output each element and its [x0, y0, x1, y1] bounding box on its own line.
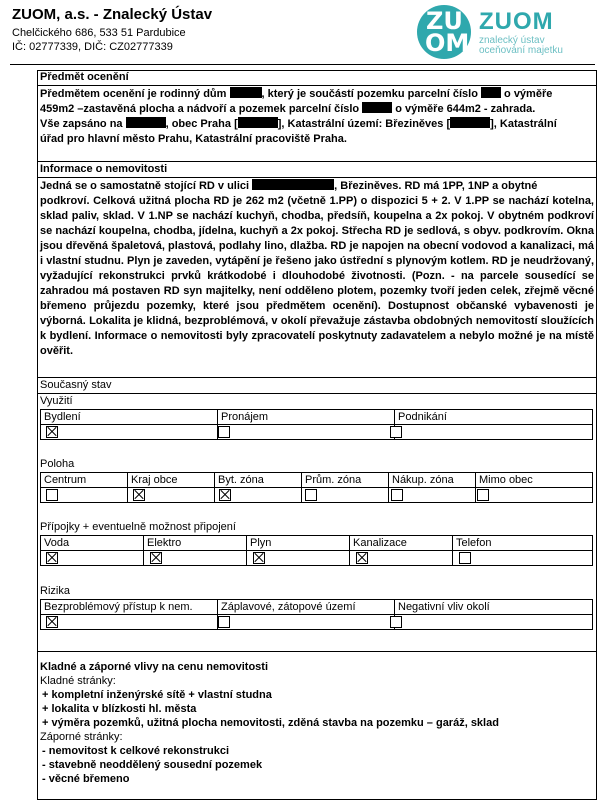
section-stav: [37, 377, 597, 394]
vyuziti-pronajem: Pronájem: [218, 410, 395, 425]
kladne-label: Kladné stránky:: [40, 675, 116, 687]
pripojky-table: [40, 535, 593, 566]
vyuziti-label: Využití: [40, 395, 73, 407]
company-address-block: [12, 26, 186, 54]
checkbox-centrum[interactable]: [46, 489, 58, 501]
predmet-text-1c: o výměře: [500, 88, 553, 100]
redaction: [230, 87, 262, 98]
zaporne-item: - stavebně neoddělený sousední pozemek: [42, 759, 263, 771]
poloha-prum-zona: Prům. zóna: [302, 473, 389, 488]
zuom-logo: [417, 5, 603, 59]
poloha-kraj-obce: Kraj obce: [128, 473, 215, 488]
predmet-text-4: úřad pro hlavní město Prahu, Katastrální pracoviště Praha.: [40, 133, 347, 145]
checkbox-negativni-vliv[interactable]: [390, 616, 402, 628]
checkbox-bezproblemovy-pristup[interactable]: [46, 616, 58, 628]
checkbox-bydleni[interactable]: [46, 426, 58, 438]
poloha-label: Poloha: [40, 458, 75, 470]
informace-text-1a: Jedná se o samostatně stojící RD v ulici: [40, 180, 253, 192]
section-title-vlivy: Kladné a záporné vlivy na cenu nemovitosti: [40, 661, 269, 673]
informace-text-1b: , Březiněves. RD má 1PP, 1NP a obytné: [334, 180, 538, 192]
redaction: [362, 102, 392, 113]
logo-subtitle: [479, 36, 563, 56]
logo-subtitle-line-1: znalecký ústav: [479, 35, 545, 46]
redaction: [126, 117, 166, 128]
kladne-item: + kompletní inženýrské sítě + vlastní studna: [42, 689, 272, 701]
vyuziti-podnikani: Podnikání: [395, 410, 593, 425]
header-divider: [10, 64, 595, 65]
vyuziti-bydleni: Bydlení: [41, 410, 218, 425]
predmet-text-1b: , který je součástí pozemku parcelní číslo: [261, 88, 481, 100]
rizika-zaplavove: Záplavové, zátopové území: [218, 600, 395, 615]
company-ids: IČ: 02777339, DIČ: CZ02777339: [12, 41, 173, 53]
checkbox-elektro[interactable]: [150, 552, 162, 564]
section-title-stav: Současný stav: [37, 378, 597, 394]
poloha-mimo-obec: Mimo obec: [476, 473, 593, 488]
checkbox-kanalizace[interactable]: [356, 552, 368, 564]
zaporne-item: - věcné břemeno: [42, 773, 130, 785]
document-header: [0, 0, 605, 64]
predmet-text-3b: , obec Praha [: [165, 118, 238, 130]
logo-monogram-circle: [417, 5, 471, 59]
checkbox-kraj-obce[interactable]: [133, 489, 145, 501]
predmet-text-3a: Vše zapsáno na: [40, 118, 126, 130]
logo-monogram-top: ZU: [426, 7, 463, 35]
section-vlivy-divider: [37, 651, 597, 652]
checkbox-telefon[interactable]: [459, 552, 471, 564]
section-vlivy: [40, 660, 590, 786]
rizika-label: Rizika: [40, 585, 70, 597]
informace-text: [37, 178, 597, 360]
predmet-text-3c: ], Katastrální území: Březiněves [: [277, 118, 451, 130]
vyuziti-table: [40, 409, 593, 440]
zaporne-item: - nemovitost k celkové rekonstrukci: [42, 745, 230, 757]
checkbox-zaplavove-uzemi[interactable]: [218, 616, 230, 628]
poloha-byt-zona: Byt. zóna: [215, 473, 302, 488]
pripojky-plyn: Plyn: [247, 536, 350, 551]
predmet-text-3d: ], Katastrální: [490, 118, 557, 130]
kladne-item: + lokalita v blízkosti hl. města: [42, 703, 197, 715]
redaction: [481, 87, 501, 98]
pripojky-kanalizace: Kanalizace: [350, 536, 453, 551]
checkbox-byt-zona[interactable]: [219, 489, 231, 501]
checkbox-pronajem[interactable]: [218, 426, 230, 438]
kladne-item: + výměra pozemků, užitná plocha nemovitosti, zděná stavba na pozemku – garáž, sklad: [42, 717, 499, 729]
redaction: [238, 117, 278, 128]
informace-text-rest: podkroví. Celková užitná plocha RD je 262 m2 (včetně 1.PP) o dispozici 5 + 2. V 1.PP se nachází kotelna, sklad paliv, sklad. V 1.NP se nachází kuchyň, chodba, předsíň, koupelna a 2x pokoj. V obytném podkroví se nachází koupelna, chodba, jídelna, kuchyň a 2x pokoj. Střecha RD je sedlová, s obyv. podkrovím. Okna jsou dřevěná špaletová, plastová, podlahy lino, dlažba. RD je napojen na obecní vodovod a kanalizaci, má i vlastní studnu. Plyn je zaveden, vytápění je řešeno jako ústřední s plynovým kotlem. RD je neudržovaný, vyžadující rekonstrukci prvků krátkodobé i dlouhodobé životnosti. (Pozn. - na parcele sousedící se zahradou má postaven RD syn majitelky, není odděleno plotem, pozemky tvoří jeden celek, zřejmě věcné břemeno průjezdu pozemky, které jsou předmětem ocenění). Dostupnost občanské vybavenosti je výborná. Lokalita je klidná, bezproblémová, v okolí převažuje zástavba obdobných nemovitostí sloužících k bydlení. Informace o nemovitosti byly zpracovatelí poskytnuty zadavatelem a nebylo možné je na místě ověřit.: [40, 195, 594, 357]
pripojky-elektro: Elektro: [144, 536, 247, 551]
predmet-text-2a: 459m2 –zastavěná plocha a nádvoří a pozemek parcelní číslo: [40, 103, 363, 115]
logo-subtitle-line-2: oceňování majetku: [479, 45, 563, 56]
rizika-table: [40, 599, 593, 630]
section-predmet: [37, 70, 597, 148]
pripojky-voda: Voda: [41, 536, 144, 551]
predmet-text-2b: o výměře 644m2 - zahrada.: [392, 103, 536, 115]
redaction: [252, 179, 334, 190]
rizika-pristup: Bezproblémový přístup k nem.: [41, 600, 218, 615]
checkbox-prum-zona[interactable]: [305, 489, 317, 501]
logo-monogram-bottom: OM: [425, 29, 470, 57]
checkbox-plyn[interactable]: [253, 552, 265, 564]
section-title-predmet: Předmět ocenění: [37, 70, 597, 86]
zaporne-label: Záporné stránky:: [40, 731, 123, 743]
predmet-text-1a: Předmětem ocenění je rodinný dům: [40, 88, 230, 100]
predmet-text: [37, 86, 597, 148]
poloha-nakup-zona: Nákup. zóna: [389, 473, 476, 488]
pripojky-label: Přípojky + eventuelně možnost připojení: [40, 521, 236, 533]
checkbox-podnikani[interactable]: [390, 426, 402, 438]
poloha-centrum: Centrum: [41, 473, 128, 488]
checkbox-nakup-zona[interactable]: [391, 489, 403, 501]
company-address: Chelčického 686, 533 51 Pardubice: [12, 27, 186, 39]
logo-name: ZUOM: [479, 8, 554, 35]
section-informace: [37, 161, 597, 360]
checkbox-mimo-obec[interactable]: [477, 489, 489, 501]
rizika-negativni-vliv: Negativní vliv okolí: [395, 600, 593, 615]
pripojky-telefon: Telefon: [453, 536, 593, 551]
section-title-informace: Informace o nemovitosti: [37, 162, 597, 178]
company-name: ZUOM, a.s. - Znalecký Ústav: [12, 6, 213, 23]
checkbox-voda[interactable]: [46, 552, 58, 564]
redaction: [450, 117, 490, 128]
